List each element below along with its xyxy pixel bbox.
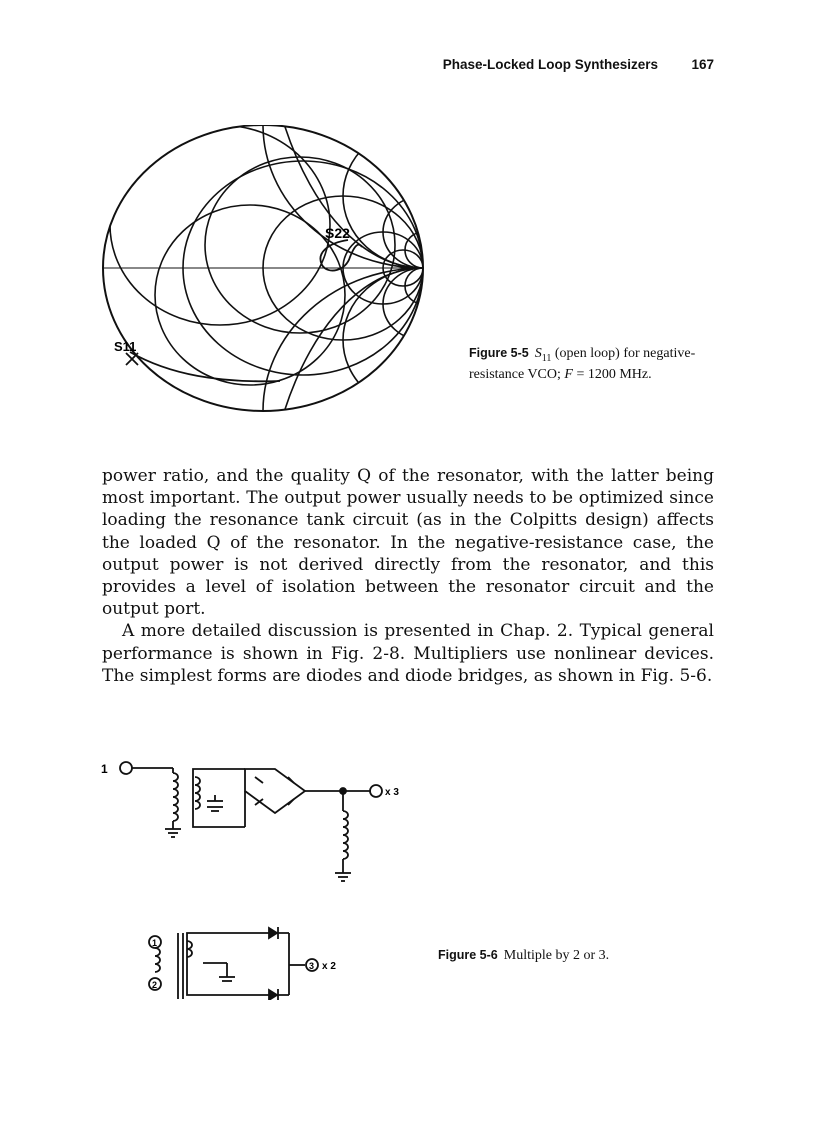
figure-5-6-label: Figure 5-6 [438,948,498,962]
tripler-circuit [120,762,382,881]
smith-chart [100,125,435,415]
multiplier-circuits-figure [95,755,425,1000]
caption-symbol: S [534,346,542,361]
s22-label: S22 [325,225,350,241]
running-header [100,57,714,77]
doubler-output-label: x 2 [322,961,336,972]
figure-5-6-caption [438,947,718,964]
tripler-output-label: x 3 [385,787,399,798]
doubler-node-3: 3 [309,961,315,971]
multiplier-circuits [95,755,425,1000]
s11-label: S11 [114,339,137,354]
caption-var: F [564,366,573,382]
caption-subscript: 11 [541,352,552,364]
smith-chart-figure [100,125,435,415]
doubler-circuit [149,927,318,1000]
caption-text: (open loop) for negative-resistance VCO; [469,346,696,382]
page-number: 167 [691,57,714,72]
body-text [102,465,714,687]
paragraph-1: power ratio, and the quality Q of the resonator, with the latter being most important. The output power usually needs to be optimized since loading the resonance tank circuit (as in the Colpitts design) affects the loaded Q of the resonator. In the negative-resistance case, the output power is not derived directly from the resonator, and this provides a level of isolation between the resonator circuit and the output port. [102,466,714,620]
caption-value: = 1200 MHz. [572,366,652,382]
tripler-input-label: 1 [101,762,108,776]
figure-5-6-caption-text: Multiple by 2 or 3. [503,948,610,963]
chart-grid [110,125,435,415]
running-title: Phase-Locked Loop Synthesizers [442,57,658,72]
paragraph-2: A more detailed discussion is presented in Chap. 2. Typical general performance is shown in Fig. 2-8. Multipliers use nonlinear devices. The simplest forms are diodes and diode bridges, as shown in Fig. 5-6. [102,621,714,686]
figure-5-5-caption [469,345,709,383]
doubler-node-1: 1 [152,938,158,948]
doubler-node-2: 2 [152,980,158,990]
figure-5-5-label: Figure 5-5 [469,346,529,360]
